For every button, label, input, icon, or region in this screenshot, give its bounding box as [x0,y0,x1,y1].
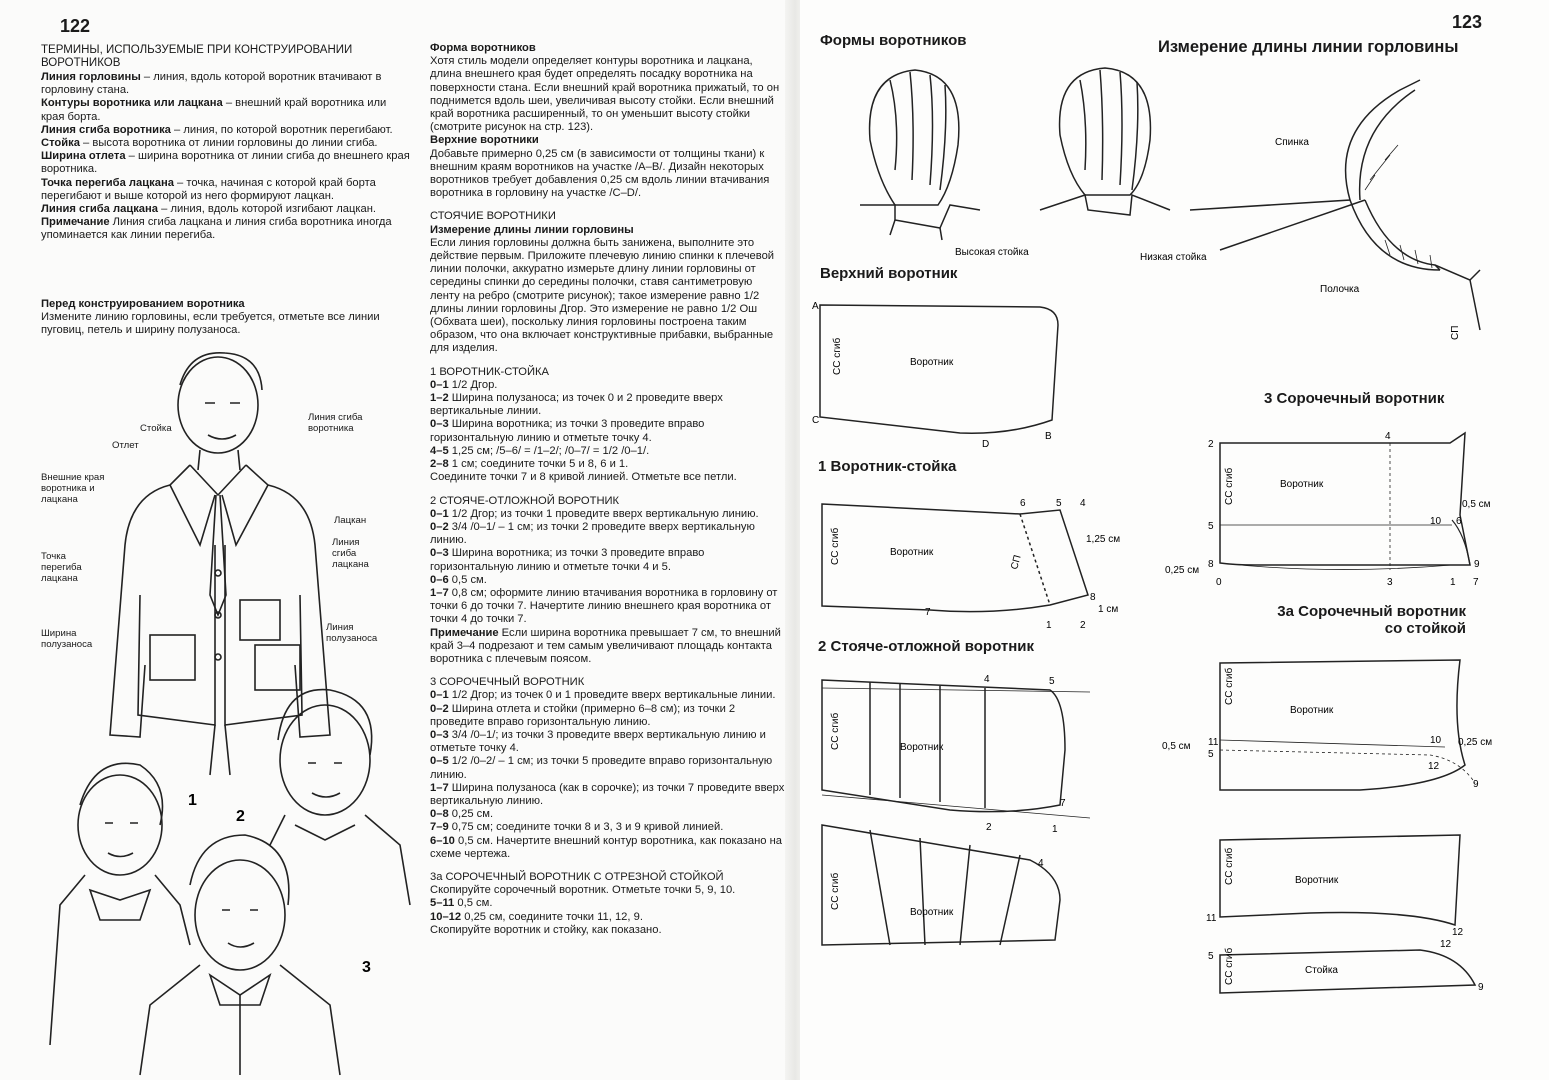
step-line-text: Скопируйте сорочечный воротник. Отметьте точки 5, 9, 10. [430,884,736,897]
page-number-left: 122 [60,16,91,36]
step-line-text: Соедините точки 7 и 8 кривой линией. Отметьте все петли. [430,471,737,484]
point-11-3a-2: 11 [1206,913,1217,924]
step-line [430,574,785,587]
dim-05-3a: 0,5 см [1162,741,1191,752]
step-line-key: 0–2 [430,520,449,533]
point-2-fold: 2 [986,822,992,833]
figure-number-2: 2 [236,808,245,825]
step-line-key: 0–3 [430,547,449,560]
point-4b-fold: 4 [1038,858,1044,869]
step-line [430,379,785,392]
step-line-key: 4–5 [430,444,449,457]
term-item-text: – ширина воротника от линии сгиба до внешнего края воротника. [41,150,410,176]
step-line-text: Скопируйте воротник и стойку, как показано. [430,923,662,936]
label-outer-edges: Внешние края воротника и лацкана [41,472,105,505]
point-2-shirt: 2 [1208,439,1214,450]
label-vorotnik-3a: Воротник [1290,705,1334,716]
step-line-key: Примечание [430,626,499,639]
term-item [41,71,411,97]
term-item-text: – высота воротника от линии горловины до линии сгиба. [79,137,378,150]
point-B: B [1045,431,1052,442]
collar-shapes-heads [840,60,1207,263]
step-line-key: 0–8 [430,808,449,821]
forma-text: Хотя стиль модели определяет контуры воротника и лацкана, длина внешнего края будет определять посадку воротника на поверхности стана. Если внешний край воротника прижатый, то он поднимется вдоль шеи, увеличивая высоту стойки. Если внешний край воротника расширенный, то он уменьшит высоту стойки (смотрите рисунок на стр. 123). [430,55,780,134]
right-page [800,0,1549,1080]
term-item [41,177,411,203]
s3a-title: 3а СОРОЧЕЧНЫЙ ВОРОТНИК С ОТРЕЗНОЙ СТОЙКОЙ [430,870,724,883]
point-8-shirt: 8 [1208,559,1214,570]
s3-title: 3 СОРОЧЕЧНЫЙ ВОРОТНИК [430,676,585,689]
point-5: 5 [1056,498,1062,509]
step-line [430,703,785,729]
page-number-right: 123 [1452,12,1483,32]
s1-title: 1 ВОРОТНИК-СТОЙКА [430,365,549,378]
step-line-text: 0,5 см. [448,573,487,586]
step-line [430,911,785,924]
dim-1-25: 1,25 см [1086,534,1121,545]
term-item-key: Линия сгиба лацкана [41,203,159,216]
term-item [41,97,411,123]
term-item-text: – линия, вдоль которой изгибают лацкан. [158,203,377,216]
step-line-text: Ширина полузаноса (как в сорочке); из точки 7 проведите вверх вертикальную линию. [430,781,785,807]
step-line-key: 0–3 [430,418,449,431]
step-line [430,729,785,755]
point-D: D [982,439,990,450]
term-item-key: Линия сгиба воротника [41,123,171,136]
figure-number-3: 3 [362,959,371,976]
step-line [430,587,785,627]
label-cc-fold: СС сгиб [830,712,841,750]
point-4: 4 [1080,498,1086,509]
point-7-shirt: 7 [1473,577,1479,588]
izmer-title-right: Измерение длины линии горловины [1158,38,1459,56]
izmer-text: Если линия горловины должна быть занижена, выполните это действие первым. Приложите плечевую линию спинки к плечевой линии полочки, аккуратно измерьте длину линии горловины от середины спинки до середины полочки, ставя сантиметровую ленту на ребро (смотрите рисунок); такое измерение равно 1/2 длины линии горловины Дгор. Это измерение не равно 1/2 Ош (Обхвата шеи), поскольку линия горловины построена таким образом, что она включает конструктивные прибавки, выбранные для изделия. [430,236,775,355]
s2-steps [430,508,785,666]
figure-number-1: 1 [188,792,197,809]
label-stoyka: Стойка [140,423,172,434]
point-9-3a: 9 [1473,779,1479,790]
step-line [430,782,785,808]
point-1: 1 [1046,620,1052,631]
point-9-3a-2: 9 [1478,982,1484,993]
step-line-text: Ширина воротника; из точки 3 проведите вправо горизонтальную линию и отметьте точку 4. [430,418,705,444]
step-line-key: 2–8 [430,458,449,471]
point-12-3a-2: 12 [1452,927,1464,938]
stand-collar-diagram [810,490,1150,630]
step-line-text: 1/2 Дгор. [448,378,498,391]
step-line-key: 0–6 [430,573,449,586]
step-line [430,471,785,484]
step-line [430,418,785,444]
step-line [430,835,785,861]
point-10-shirt: 10 [1430,516,1442,527]
step-line-text: 0,25 см. [448,808,494,821]
point-A: A [812,301,819,312]
soroch3a-title-right: 3а Сорочечный воротник со стойкой [1277,603,1466,637]
step-line-key: 5–11 [430,897,455,910]
verh-title-right: Верхний воротник [820,265,958,282]
dim-025-shirt: 0,25 см [1165,565,1200,576]
step-line [430,755,785,781]
term-item [41,216,411,242]
terms-list [41,71,411,243]
step-line-text: Ширина отлета и стойки (примерно 6–8 см); из точки 2 проведите вправо горизонтальную линию. [430,702,736,728]
step-line [430,508,785,521]
step-line-text: 1 см; соедините точки 5 и 8, 6 и 1. [448,458,629,471]
term-item-key: Стойка [41,137,80,150]
step-line-text: 1/2 Дгор; из точки 1 проведите вверх вертикальную линию. [448,507,759,520]
label-vorotnik-fold: Воротник [900,742,944,753]
neckline-measurement-diagram [1190,70,1550,360]
label-lapel-break-point: Точка перегиба лацкана [41,551,82,584]
label-sp-stand: СП [1009,553,1024,571]
step-line-key: 0–1 [430,378,449,391]
step-line-key: 1–7 [430,586,449,599]
point-8: 8 [1090,592,1096,603]
label-cc-3a: СС сгиб [1224,667,1235,705]
step-line [430,808,785,821]
label-vorotnik-fold2: Воротник [910,907,954,918]
label-cc-stand: СС сгиб [830,527,841,565]
term-item-text: Линия сгиба лацкана и линия сгиба воротника иногда упоминается как линии перегиба. [41,216,392,242]
step-line-key: 0–3 [430,728,449,741]
point-6-shirt: 6 [1456,516,1462,527]
label-lapel-fold-line: Линия сгиба лацкана [332,537,369,570]
soroch-title-right: 3 Сорочечный воротник [1264,390,1445,407]
step-line-text: 0,75 см; соедините точки 8 и 3, 3 и 9 кривой линией. [448,821,724,834]
label-high-stand: Высокая стойка [955,247,1029,258]
dim-1cm: 1 см [1098,604,1119,615]
before-text: Измените линию горловины, если требуется, отметьте все линии пуговиц, петель и ширину полузаноса. [41,311,380,337]
point-7-fold: 7 [1060,798,1066,809]
stoyachie-title: СТОЯЧИЕ ВОРОТНИКИ [430,210,556,223]
stoyka-title-right: 1 Воротник-стойка [818,458,957,475]
izmer-title: Измерение длины линии горловины [430,223,634,236]
label-lapel: Лацкан [334,515,367,526]
fold-over-collar-diagram [810,670,1100,970]
term-item-key: Контуры воротника или лацкана [41,97,223,110]
label-collar-fold-line: Линия сгиба воротника [308,412,363,434]
point-0-shirt: 0 [1216,577,1222,588]
point-12-3a-3: 12 [1440,939,1452,950]
point-1-shirt: 1 [1450,577,1456,588]
label-cc-3a-3: СС сгиб [1224,947,1235,985]
label-vorotnik-3a-2: Воротник [1295,875,1339,886]
forma-title: Форма воротников [430,42,536,54]
step-line-key: 0–5 [430,755,449,768]
label-otlet: Отлет [112,440,139,451]
step-line-text: 0,5 см. Начертите внешний контур воротника, как показано на схеме чертежа. [430,834,783,860]
term-item-text: – точка, начиная с которой край борта перегибают и выше которой из него формируют лацкан. [41,176,376,202]
term-item [41,203,411,216]
label-low-stand: Низкая стойка [1140,252,1207,263]
step-line-text: 1/2 /0–2/ – 1 см; из точки 5 проведите вправо горизонтальную линию. [430,755,773,781]
label-stand-3a: Стойка [1305,965,1338,976]
term-item [41,137,411,150]
point-5-fold: 5 [1049,676,1055,687]
term-item-key: Примечание [41,216,110,229]
step-line-key: 0–1 [430,689,449,702]
shirt-collar-diagram [1160,425,1520,595]
step-line [430,884,785,897]
verh-text: Добавьте примерно 0,25 см (в зависимости от толщины ткани) к внешним краям воротников на участке /A–B/. Дизайн некоторых воротников требует добавления 0,25 см вдоль линии втачивания воротника в горловину на участке /C–D/. [430,147,770,200]
label-vorotnik-shirt: Воротник [1280,479,1324,490]
label-back: Спинка [1275,137,1309,148]
step-line-key: 10–12 [430,910,462,923]
term-item-text: – линия, вдоль которой воротник втачивают в горловину стана. [41,71,382,97]
step-line-text: 0,8 см; оформите линию втачивания воротника в горловину от точки 6 до точки 7. Начертите линию внешнего края воротника от точки 4 до точки 7. [430,586,778,626]
term-item-key: Линия горловины [41,71,141,83]
label-cf: СП [1450,325,1461,340]
term-item-key: Ширина отлета [41,150,126,163]
step-line-text: 1,25 см; /5–6/ = /1–2/; /0–7/ = 1/2 /0–1/. [448,444,650,457]
point-10-3a: 10 [1430,735,1442,746]
s2-title: 2 СТОЯЧЕ-ОТЛОЖНОЙ ВОРОТНИК [430,494,620,507]
step-line-text: 3/4 /0–1/; из точки 3 проведите вверх вертикальную линию и отметьте точку 4. [430,728,766,755]
terms-title: ТЕРМИНЫ, ИСПОЛЬЗУЕМЫЕ ПРИ КОНСТРУИРОВАНИИ ВОРОТНИКОВ [41,44,353,70]
upper-collar-diagram [810,295,1070,455]
s3-steps [430,689,785,861]
term-item-text: – линия, по которой воротник перегибают. [170,123,393,136]
step-line-text: Ширина полузаноса; из точек 0 и 2 проведите вверх вертикальные линии. [430,392,723,418]
point-1-fold: 1 [1052,824,1058,835]
step-line-key: 1–7 [430,781,449,794]
step-line-text: 3/4 /0–1/ – 1 см; из точки 2 проведите вверх вертикальную линию. [430,520,755,547]
point-4-shirt: 4 [1385,431,1391,442]
point-12-3a: 12 [1428,761,1440,772]
label-vorotnik-upper: Воротник [910,357,954,368]
step-line [430,458,785,471]
step-line [430,689,785,702]
point-5-shirt: 5 [1208,521,1214,532]
step-line [430,821,785,834]
step-line [430,924,785,937]
before-title: Перед конструированием воротника [41,298,245,310]
label-front: Полочка [1320,284,1360,295]
point-4-fold: 4 [984,674,990,685]
step-line [430,547,785,573]
otl-title-right: 2 Стояче-отложной воротник [818,638,1035,655]
label-cc-upper: СС сгиб [832,337,843,375]
step-line [430,445,785,458]
step-line [430,521,785,547]
step-line [430,897,785,910]
dim-025-3a: 0,25 см [1458,737,1493,748]
label-cc-3a-2: СС сгиб [1224,847,1235,885]
label-cc-fold2: СС сгиб [830,872,841,910]
point-11-3a: 11 [1208,737,1219,748]
jacket-figure [40,345,420,1075]
point-5-3a-2: 5 [1208,951,1214,962]
point-6: 6 [1020,498,1026,509]
term-item [41,150,411,176]
point-2: 2 [1080,620,1086,631]
formy-title: Формы воротников [820,32,967,49]
point-9-shirt: 9 [1474,559,1480,570]
step-line [430,627,785,667]
s1-steps [430,379,785,485]
verh-title: Верхние воротники [430,134,539,147]
step-line-key: 0–1 [430,507,449,520]
term-item-text: – внешний край воротника или края борта. [41,97,387,123]
step-line-key: 0–2 [430,702,449,715]
step-line-key: 1–2 [430,392,449,405]
step-line-text: 0,5 см. [454,897,493,910]
label-overlap-width: Ширина полузаноса [41,628,93,650]
step-line [430,392,785,418]
point-5-3a: 5 [1208,749,1214,760]
point-3-shirt: 3 [1387,577,1393,588]
step-line-text: Ширина воротника; из точки 3 проведите вправо горизонтальную линию и отметьте точки 4 и 5. [430,547,705,573]
term-item-key: Точка перегиба лацкана [41,176,174,189]
term-item [41,124,411,137]
point-7: 7 [925,607,931,618]
s3a-steps [430,884,785,937]
instructions-column [430,42,785,937]
step-line-text: 0,25 см, соедините точки 11, 12, 9. [461,910,643,923]
label-cc-shirt: СС сгиб [1224,467,1235,505]
point-C: C [812,415,820,426]
step-line-key: 6–10 [430,834,455,847]
step-line-key: 7–9 [430,821,449,834]
step-line-text: 1/2 Дгор; из точек 0 и 1 проведите вверх вертикальные линии. [448,689,776,702]
label-vorotnik-stand: Воротник [890,547,934,558]
label-overlap-line: Линия полузаноса [326,622,378,644]
shirt-collar-with-stand-diagram [1160,655,1540,1000]
dim-05-shirt: 0,5 см [1462,499,1491,510]
step-line-text: Если ширина воротника превышает 7 см, то внешний край 3–4 подрезают и тем самым увеличивают площадь контакта воротника с плечевым поясом. [430,626,781,665]
